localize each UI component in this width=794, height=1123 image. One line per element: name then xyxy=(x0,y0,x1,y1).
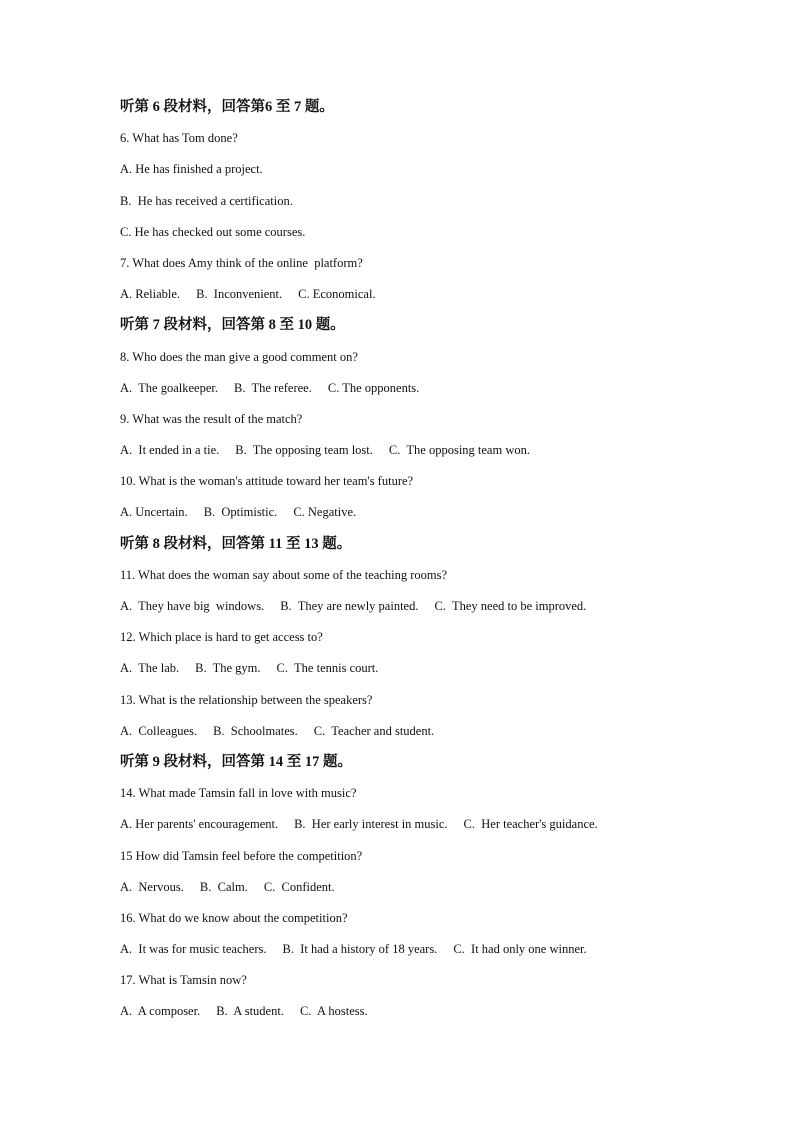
answer-option: C. He has checked out some courses. xyxy=(120,224,306,239)
answer-option: A. The goalkeeper. xyxy=(120,380,218,395)
question-text: 11. What does the woman say about some of the teaching rooms? xyxy=(120,567,448,582)
answer-option: A. Her parents' encouragement. xyxy=(120,817,279,832)
answer-option: B. He has received a certification. xyxy=(120,193,293,208)
answer-option: C. The opponents. xyxy=(327,380,420,395)
answer-option: C. Confident. xyxy=(263,879,335,894)
answer-option: B. It had a history of 18 years. xyxy=(282,942,438,957)
answer-option: A. Reliable. xyxy=(120,287,181,302)
section-heading: 听第 7 段材料，回答第 8 至 10 题。 xyxy=(120,317,345,334)
answer-option: A. He has finished a project. xyxy=(120,162,263,177)
answer-option: C. The tennis court. xyxy=(276,661,379,676)
question-text: 9. What was the result of the match? xyxy=(120,411,303,426)
answer-options-row xyxy=(120,591,740,622)
answer-option: A. Nervous. xyxy=(120,879,184,894)
answer-option: A. They have big windows. xyxy=(120,599,265,613)
answer-option: A. The lab. xyxy=(120,661,180,676)
question-text: 6. What has Tom done? xyxy=(120,131,238,146)
question-text: 8. Who does the man give a good comment on? xyxy=(120,349,358,364)
answer-options-row xyxy=(120,373,740,404)
answer-option: A. Uncertain. xyxy=(120,505,188,520)
answer-option: A. A composer. xyxy=(120,1004,201,1019)
answer-option: B. Inconvenient. xyxy=(196,287,283,302)
answer-option: C. Her teacher's guidance. xyxy=(463,817,598,832)
answer-options-row xyxy=(120,872,740,903)
exam-page xyxy=(120,92,740,1028)
section-heading: 听第 6 段材料，回答第6 至 7 题。 xyxy=(120,99,334,115)
question-text: 10. What is the woman's attitude toward her team's future? xyxy=(120,474,414,489)
answer-options-row xyxy=(120,653,740,684)
answer-option: B. Schoolmates. xyxy=(213,723,298,738)
answer-option: C. Economical. xyxy=(298,287,376,302)
answer-option: C. A hostess. xyxy=(299,1004,368,1019)
answer-option: B. Her early interest in music. xyxy=(294,817,448,832)
answer-option: A. Colleagues. xyxy=(120,723,198,738)
question-text: 7. What does Amy think of the online platform? xyxy=(120,255,363,270)
answer-option: C. They need to be improved. xyxy=(434,599,587,613)
answer-options-row xyxy=(120,279,740,310)
question-text: 12. Which place is hard to get access to? xyxy=(120,630,323,645)
answer-option: A. It ended in a tie. xyxy=(120,443,220,458)
answer-option: C. Teacher and student. xyxy=(313,723,435,738)
question-text: 13. What is the relationship between the speakers? xyxy=(120,692,373,707)
section-heading: 听第 8 段材料，回答第 11 至 13 题。 xyxy=(120,535,352,552)
answer-options-row xyxy=(120,809,740,840)
answer-option: B. The gym. xyxy=(195,661,261,676)
question-text: 17. What is Tamsin now? xyxy=(120,973,247,988)
answer-option: B. The referee. xyxy=(234,380,312,395)
answer-option: B. Calm. xyxy=(199,879,248,894)
section-heading: 听第 9 段材料，回答第 14 至 17 题。 xyxy=(120,753,352,770)
answer-options-row xyxy=(120,934,740,965)
answer-option: B. Optimistic. xyxy=(203,505,278,520)
answer-options-row xyxy=(120,996,740,1027)
answer-option: A. It was for music teachers. xyxy=(120,942,267,957)
answer-option: C. The opposing team won. xyxy=(388,443,530,458)
answer-option: C. Negative. xyxy=(293,505,357,520)
answer-options-row xyxy=(120,716,740,747)
question-text: 14. What made Tamsin fall in love with music? xyxy=(120,786,357,801)
answer-options-row xyxy=(120,497,740,528)
answer-option: B. A student. xyxy=(216,1004,284,1019)
question-text: 15 How did Tamsin feel before the competition? xyxy=(120,848,363,863)
question-text: 16. What do we know about the competition? xyxy=(120,910,348,925)
answer-option: B. They are newly painted. xyxy=(280,599,419,613)
answer-options-row xyxy=(120,435,740,466)
answer-option: C. It had only one winner. xyxy=(453,942,587,957)
answer-option: B. The opposing team lost. xyxy=(235,443,373,458)
